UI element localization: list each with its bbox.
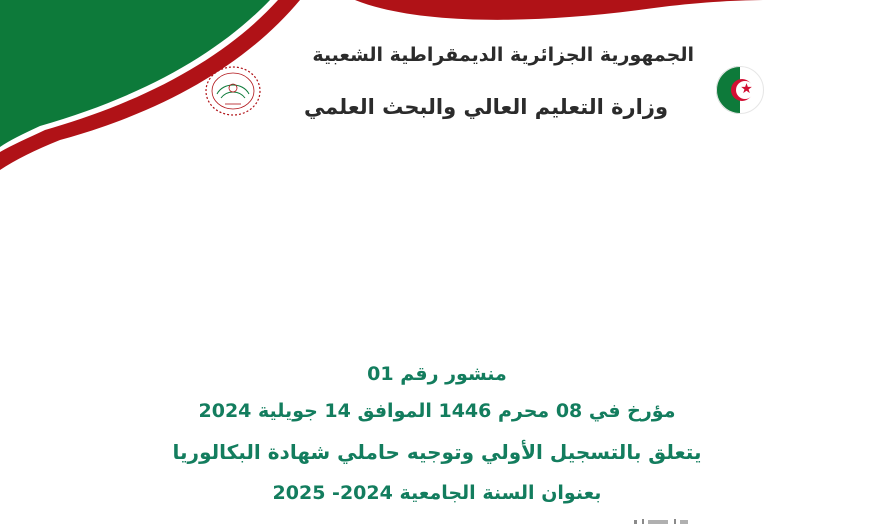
circular-subject: يتعلق بالتسجيل الأولي وتوجيه حاملي شهادة البكالوريا <box>172 440 702 464</box>
circular-date: مؤرخ في 08 محرم 1446 الموافق 14 جويلية 2024 <box>198 400 676 422</box>
circular-title: منشور رقم 01 <box>367 363 507 385</box>
ministry-name: وزارة التعليم العالي والبحث العلمي <box>303 95 668 119</box>
republic-name: الجمهورية الجزائرية الديمقراطية الشعبية <box>312 44 694 66</box>
truncated-text-fragment <box>634 517 690 524</box>
algeria-flag-icon <box>716 66 764 114</box>
ministry-seal-icon <box>203 64 263 118</box>
circular-academic-year: بعنوان السنة الجامعية 2024- 2025 <box>272 482 602 504</box>
